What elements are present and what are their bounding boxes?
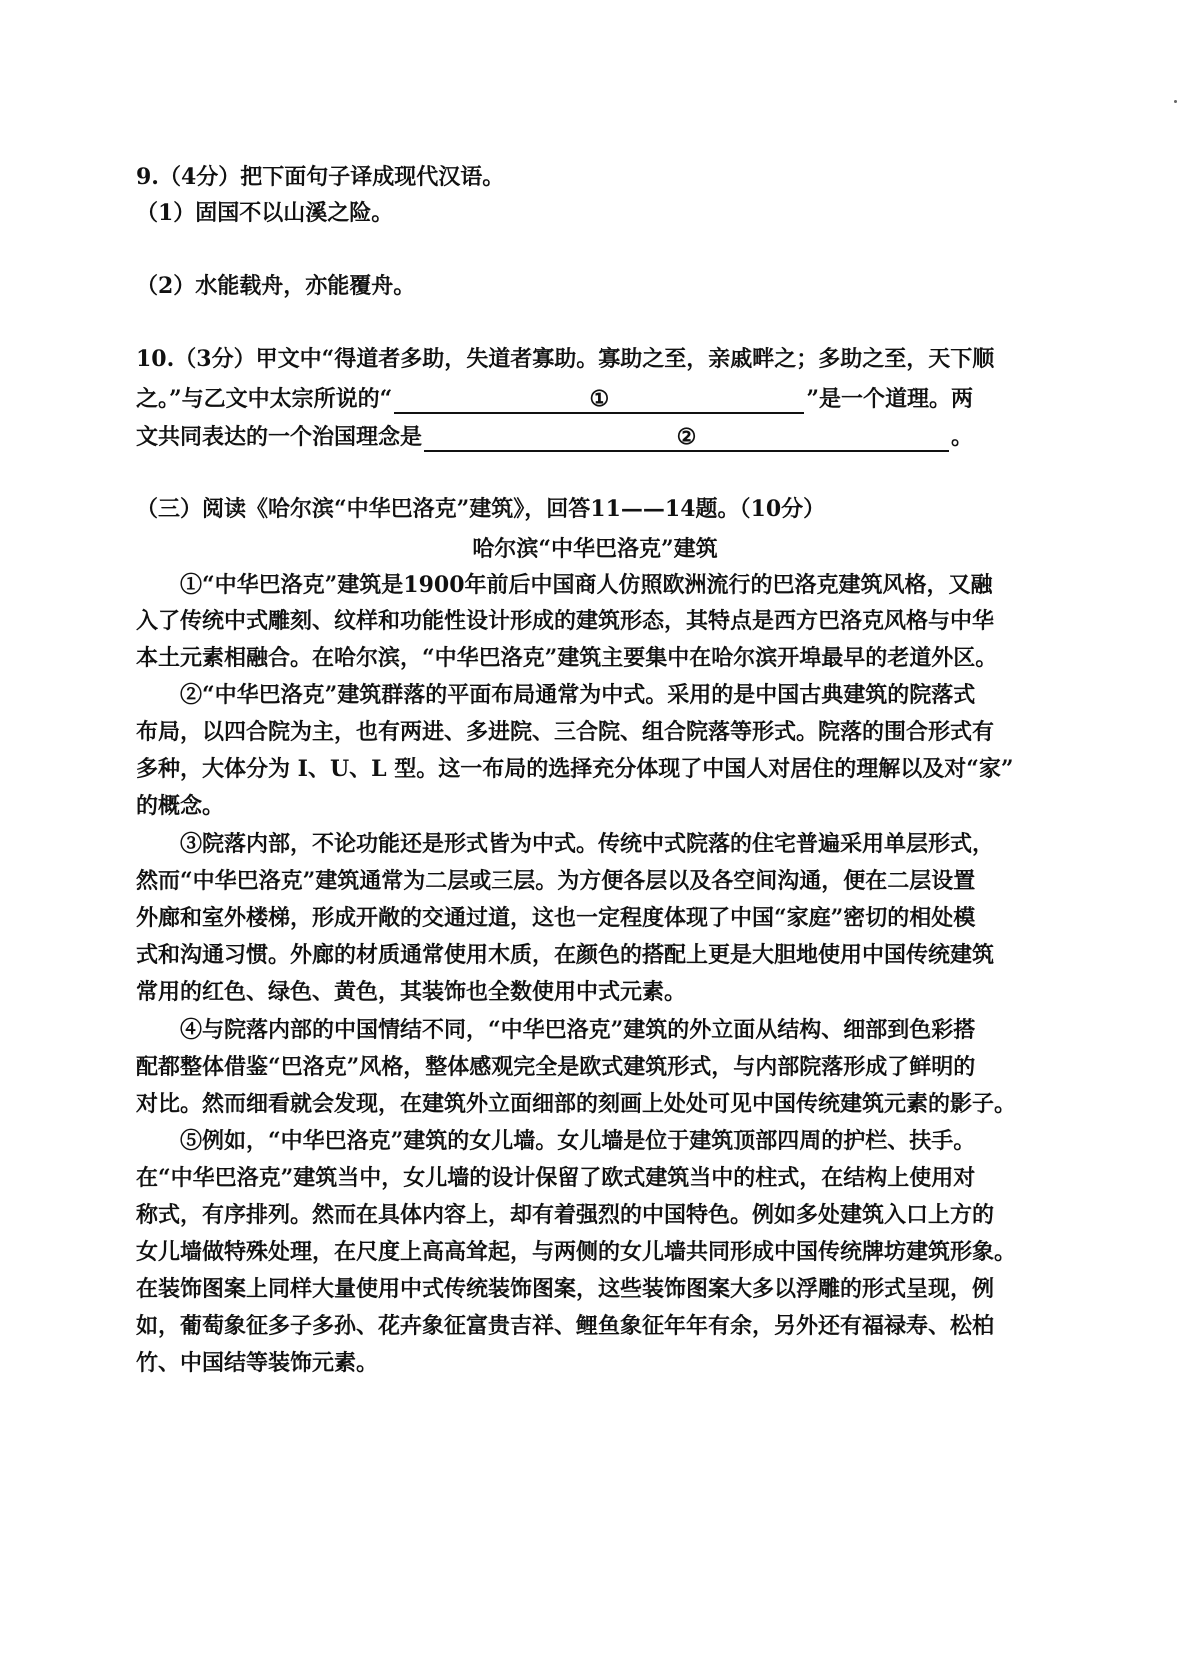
q10-line-3 (136, 422, 973, 452)
article-line: 布局，以四合院为主，也有两进、多进院、三合院、组合院落等形式。院落的围合形式有 (136, 719, 995, 745)
article-line: ③院落内部，不论功能还是形式皆为中式。传统中式院落的住宅普遍采用单层形式， (180, 831, 995, 857)
section3-instruction: （三）阅读《哈尔滨“中华巴洛克”建筑》，回答11——14题。（10分） (136, 496, 826, 522)
article-line: 配都整体借鉴“巴洛克”风格，整体感观完全是欧式建筑形式，与内部院落形成了鲜明的 (136, 1054, 976, 1080)
article-title: 哈尔滨“中华巴洛克”建筑 (472, 536, 718, 562)
article-line: 在装饰图案上同样大量使用中式传统装饰图案，这些装饰图案大多以浮雕的形式呈现，例 (136, 1276, 995, 1302)
blank-1-marker: ① (589, 386, 610, 412)
q9-item-2: （2）水能载舟，亦能覆舟。 (136, 273, 416, 299)
article-line: 外廊和室外楼梯，形成开敞的交通过道，这也一定程度体现了中国“家庭”密切的相处模 (136, 905, 976, 931)
article-line: 称式，有序排列。然而在具体内容上，却有着强烈的中国特色。例如多处建筑入口上方的 (136, 1202, 995, 1228)
article-line: 然而“中华巴洛克”建筑通常为二层或三层。为方便各层以及各空间沟通，便在二层设置 (136, 868, 976, 894)
answer-blank-2[interactable] (424, 424, 949, 452)
answer-blank-1[interactable] (394, 386, 804, 414)
q10-line-2 (136, 384, 973, 414)
q10-line-1: 10.（3分）甲文中“得道者多助，失道者寡助。寡助之至，亲戚畔之；多助之至，天下顺 (136, 346, 995, 372)
q9-header: 9.（4分）把下面句子译成现代汉语。 (136, 164, 505, 190)
q10-line-3-text: 文共同表达的一个治国理念是 (136, 424, 423, 450)
article-line: ①“中华巴洛克”建筑是1900年前后中国商人仿照欧洲流行的巴洛克建筑风格，又融 (180, 572, 993, 598)
scan-speck (1174, 100, 1177, 103)
q10-line-2-text: 之。”与乙文中太宗所说的“ (136, 386, 393, 412)
article-line: 在“中华巴洛克”建筑当中，女儿墙的设计保留了欧式建筑当中的柱式，在结构上使用对 (136, 1165, 976, 1191)
blank-2-marker: ② (676, 424, 697, 450)
article-line: 本土元素相融合。在哈尔滨，“中华巴洛克”建筑主要集中在哈尔滨开埠最早的老道外区。 (136, 645, 998, 671)
article-line: ④与院落内部的中国情结不同，“中华巴洛克”建筑的外立面从结构、细部到色彩搭 (180, 1017, 976, 1043)
article-line: 竹、中国结等装饰元素。 (136, 1350, 379, 1376)
q10-line-2-tail: ”是一个道理。两 (806, 386, 973, 412)
article-line: 如，葡萄象征多子多孙、花卉象征富贵吉祥、鲤鱼象征年年有余，另外还有福禄寿、松柏 (136, 1313, 995, 1339)
article-line: 多种，大体分为 I、U、L 型。这一布局的选择充分体现了中国人对居住的理解以及对“家” (136, 756, 1014, 782)
article-line: 女儿墙做特殊处理，在尺度上高高耸起，与两侧的女儿墙共同形成中国传统牌坊建筑形象。 (136, 1239, 1017, 1265)
article-line: 对比。然而细看就会发现，在建筑外立面细部的刻画上处处可见中国传统建筑元素的影子。 (136, 1091, 1017, 1117)
article-line: 入了传统中式雕刻、纹样和功能性设计形成的建筑形态，其特点是西方巴洛克风格与中华 (136, 608, 995, 634)
q9-item-1: （1）固国不以山溪之险。 (136, 200, 394, 226)
article-line: 式和沟通习惯。外廊的材质通常使用木质，在颜色的搭配上更是大胆地使用中国传统建筑 (136, 942, 995, 968)
article-line: ②“中华巴洛克”建筑群落的平面布局通常为中式。采用的是中国古典建筑的院落式 (180, 682, 976, 708)
q10-line-3-tail: 。 (951, 424, 974, 450)
article-line: ⑤例如，“中华巴洛克”建筑的女儿墙。女儿墙是位于建筑顶部四周的护栏、扶手。 (180, 1128, 976, 1154)
article-line: 的概念。 (136, 793, 225, 819)
article-line: 常用的红色、绿色、黄色，其装饰也全数使用中式元素。 (136, 979, 687, 1005)
